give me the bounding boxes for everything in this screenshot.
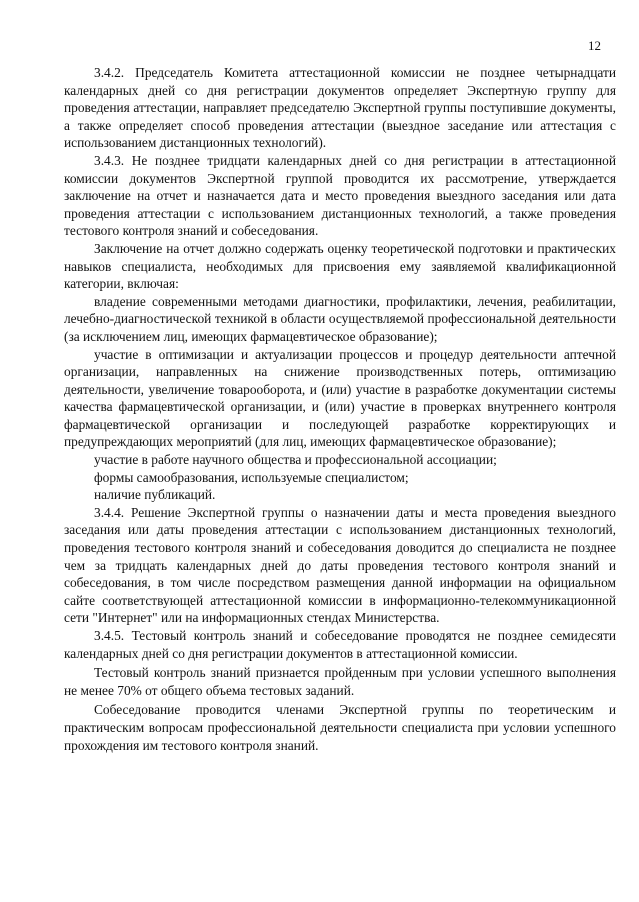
list-item-methods: владение современными методами диагностики, профилактики, лечения, реабилитации, лечебно-диагностической техникой в области осуществляемой профессиональной деятельности (за исключением лиц, имеющих фармацевтическое образование); <box>64 293 616 344</box>
paragraph-3-4-5: 3.4.5. Тестовый контроль знаний и собеседование проводятся не позднее семидесяти календарных дней со дня регистрации документов в аттестационной комиссии. <box>64 628 616 661</box>
paragraph-report-conclusion: Заключение на отчет должно содержать оценку теоретической подготовки и практических навыков специалиста, необходимых для присвоения ему заявляемой квалификационной категории, включая: <box>64 240 616 292</box>
paragraph-test-control: Тестовый контроль знаний признается пройденным при условии успешного выполнения не менее 70% от общего объема тестовых заданий. <box>64 665 616 698</box>
paragraph-3-4-4: 3.4.4. Решение Экспертной группы о назначении даты и места проведения выездного заседания или даты проведения аттестации с использованием дистанционных технологий, проведения тестового контроля знаний и собеседования доводится до специалиста не позднее чем за тридцать календарных дней до даты проведения тестового контроля знаний и собеседования, в том числе посредством размещения данной информации на официальном сайте соответствующей аттестационной комиссии в информационно-телекоммуникационной сети "Интернет" или на информационных стендах Министерства. <box>64 504 616 626</box>
paragraph-interview: Собеседование проводится членами Экспертной группы по теоретическим и практическим вопросам профессиональной деятельности специалиста при условии успешного прохождения им тестового контроля знаний. <box>64 702 616 753</box>
page-number: 12 <box>588 38 601 53</box>
paragraph-3-4-2: 3.4.2. Председатель Комитета аттестационной комиссии не позднее четырнадцати календарных дней со дня регистрации документов определяет Экспертную группу для проведения аттестации, направляет председателю Экспертной группы поступившие документы, а также определяет способ проведения аттестации (выездное заседание или аттестация с использованием дистанционных технологий). <box>64 65 616 151</box>
paragraph-3-4-3: 3.4.3. Не позднее тридцати календарных дней со дня регистрации в аттестационной комиссии документов Экспертной группой проводится их рассмотрение, утверждается заключение на отчет и назначается дата и место проведения выездного заседания или дата проведения аттестации с использованием дистанционных технологий, а также проведения тестового контроля знаний и собеседования. <box>64 152 616 239</box>
list-item-self-education: формы самообразования, используемые специалистом; <box>94 469 409 485</box>
list-item-scientific-society: участие в работе научного общества и профессиональной ассоциации; <box>94 452 497 468</box>
list-item-optimization: участие в оптимизации и актуализации процессов и процедур деятельности аптечной организации, направленных на снижение производственных потерь, оптимизацию деятельности, увеличение товарооборота, и (или) участие в разработке документации системы качества фармацевтической организации, и (или) участие в проверках внутреннего контроля фармацевтической организации и последующей разработке корректирующих и предупреждающих мероприятий (для лиц, имеющих фармацевтическое образование); <box>64 346 616 450</box>
list-item-publications: наличие публикаций. <box>94 487 216 503</box>
document-body <box>64 64 616 754</box>
